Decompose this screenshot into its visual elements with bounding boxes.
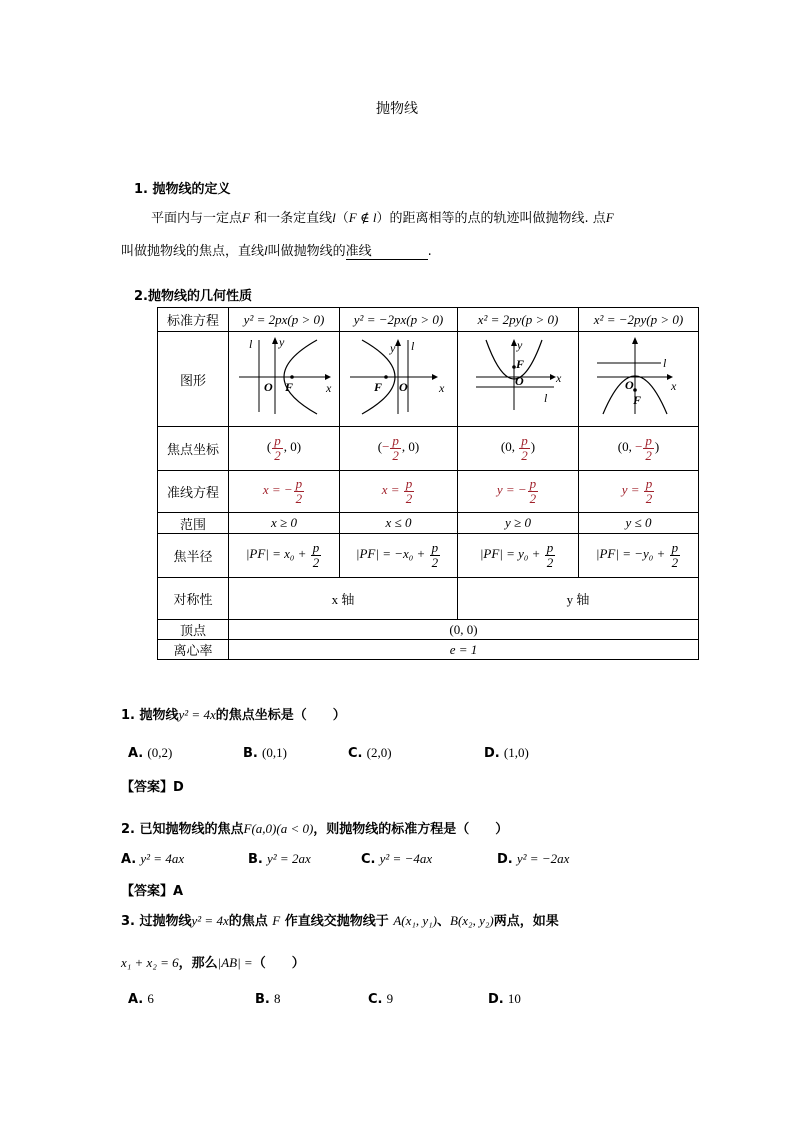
option-label: D.: [488, 992, 504, 1007]
symmetry-cell: x 轴: [229, 578, 458, 620]
option-label: C.: [368, 992, 383, 1007]
equation-cell: x² = 2py(p > 0): [458, 308, 579, 332]
math-sign: −: [382, 439, 390, 455]
q3-option-c[interactable]: [368, 991, 393, 1007]
equation-cell: y² = 2px(p > 0): [229, 308, 340, 332]
option-value: y² = 4ax: [140, 851, 185, 866]
denominator: 2: [521, 448, 528, 463]
graph-cell: [229, 332, 340, 427]
def-text: 叫做抛物线的焦点，直线: [121, 244, 265, 259]
q1-option-b[interactable]: [243, 745, 287, 761]
stem-math: A(x₁, y₁): [393, 913, 437, 928]
question-3-stem-line-2: [121, 952, 305, 971]
parabola-down-graph: [579, 332, 698, 422]
graph-label: F: [516, 357, 525, 371]
math-text: x = −: [262, 482, 293, 498]
stem-text: 两点，如果: [493, 914, 559, 929]
math-text: y = −: [496, 482, 527, 498]
graph-cell: [579, 332, 699, 427]
math-text: |PF| = −y₀ +: [595, 546, 669, 562]
def-text: 叫做抛物线的: [267, 244, 346, 259]
option-label: B.: [243, 746, 258, 761]
row-label: 焦点坐标: [158, 427, 229, 471]
denominator: 2: [645, 491, 653, 506]
fraction: [430, 541, 441, 569]
math-text: (: [377, 439, 383, 455]
graph-label: x: [671, 379, 677, 393]
denominator: 2: [431, 555, 439, 570]
option-label: A.: [128, 992, 144, 1007]
q2-answer: [121, 880, 183, 899]
q2-option-c[interactable]: [361, 851, 432, 867]
numerator: p: [546, 540, 554, 556]
focus-cell: [340, 427, 458, 471]
math-sign: −: [635, 439, 643, 455]
numerator: p: [392, 433, 399, 449]
option-value: y² = 2ax: [267, 851, 311, 866]
row-label: 离心率: [158, 640, 229, 660]
table-row: [158, 471, 699, 513]
math-text: x =: [381, 482, 403, 498]
graph-label: l: [663, 356, 667, 370]
q2-option-a[interactable]: [121, 851, 184, 867]
def-l: l: [264, 243, 268, 258]
directrix-cell: [340, 471, 458, 513]
denominator: 2: [405, 491, 413, 506]
focus-cell: [458, 427, 579, 471]
option-value: y² = −4ax: [379, 851, 433, 866]
fraction: [519, 434, 530, 462]
def-F: F: [242, 210, 250, 225]
focal-radius-cell: [458, 534, 579, 578]
graph-label: y: [517, 338, 523, 352]
option-value: (0,1): [262, 745, 287, 760]
table-row: [158, 427, 699, 471]
y-axis-arrow: [395, 339, 401, 346]
parabola-right-graph: [229, 332, 339, 422]
denominator: 2: [274, 448, 281, 463]
option-label: D.: [484, 746, 500, 761]
numerator: p: [431, 540, 439, 556]
denominator: 2: [671, 555, 679, 570]
table-row: [158, 513, 699, 534]
option-label: A.: [121, 852, 137, 867]
q2-option-d[interactable]: [497, 851, 569, 867]
fraction: [670, 541, 681, 569]
stem-text: ，则抛物线的标准方程是（ ）: [313, 822, 509, 837]
numerator: p: [295, 476, 303, 492]
focal-radius-cell: [579, 534, 699, 578]
graph-cell: [458, 332, 579, 427]
option-value: y² = −2ax: [516, 851, 570, 866]
equation-cell: x² = −2py(p > 0): [579, 308, 699, 332]
equation-cell: y² = −2px(p > 0): [340, 308, 458, 332]
math-text: |PF| = −x₀ +: [355, 546, 429, 562]
graph-label: F: [285, 380, 294, 394]
q1-option-a[interactable]: [128, 745, 172, 761]
question-3-stem: [121, 910, 559, 929]
focus-point: [290, 375, 294, 379]
stem-text: 、: [437, 914, 451, 929]
focus-cell: [229, 427, 340, 471]
parabola-up-graph: [458, 332, 578, 422]
numerator: p: [521, 433, 528, 449]
table-row: [158, 578, 699, 620]
graph-label: l: [544, 391, 548, 405]
stem-text: 的焦点坐标是（ ）: [215, 708, 346, 723]
fill-blank: [346, 240, 428, 260]
numerator: p: [645, 476, 653, 492]
x-axis-arrow: [432, 374, 438, 380]
fraction: [272, 434, 283, 462]
answer-value: D: [173, 780, 184, 795]
numerator: p: [529, 476, 537, 492]
question-1-stem: [121, 704, 346, 723]
definition-line-2: [121, 240, 432, 260]
properties-table: [157, 307, 699, 660]
stem-math: B(x₂, y₂): [450, 913, 494, 928]
option-value: 9: [386, 991, 394, 1006]
answer-tag: 【答案】: [121, 884, 174, 899]
def-text: （: [335, 211, 349, 226]
stem-text: （ ）: [252, 956, 305, 971]
parabola-left-graph: [340, 332, 457, 422]
focus-cell: [579, 427, 699, 471]
table-row: [158, 640, 699, 660]
math-text: (0,: [500, 439, 519, 455]
graph-label: l: [411, 339, 415, 353]
row-label: 焦半径: [158, 534, 229, 578]
option-value: 10: [507, 991, 521, 1006]
option-value: (0,2): [147, 745, 173, 760]
x-axis-arrow: [325, 374, 331, 380]
range-cell: y ≤ 0: [579, 513, 699, 534]
denominator: 2: [312, 555, 320, 570]
fraction: [644, 477, 655, 505]
page-title: 抛物线: [376, 101, 418, 117]
stem-math: y² = 4x: [191, 913, 229, 928]
fraction: [545, 541, 556, 569]
denominator: 2: [529, 491, 537, 506]
math-text: ): [654, 439, 660, 455]
graph-label: O: [264, 380, 273, 394]
stem-text: 2. 已知抛物线的焦点: [121, 822, 244, 837]
math-text: , 0): [283, 439, 302, 455]
range-cell: x ≥ 0: [229, 513, 340, 534]
numerator: p: [671, 540, 679, 556]
q1-answer: [121, 776, 184, 795]
graph-cell: [340, 332, 458, 427]
math-text: ): [530, 439, 536, 455]
blank-answer: 准线: [345, 244, 372, 259]
graph-label: x: [439, 381, 445, 395]
math-text: y =: [621, 482, 643, 498]
stem-text: 3. 过抛物线: [121, 914, 192, 929]
denominator: 2: [392, 448, 399, 463]
fraction: [404, 477, 415, 505]
stem-text: 的焦点: [228, 914, 268, 929]
focus-point: [384, 375, 388, 379]
q3-option-d[interactable]: [488, 991, 521, 1007]
table-row: [158, 332, 699, 427]
numerator: p: [312, 540, 320, 556]
def-l: l: [332, 210, 336, 225]
graph-label: O: [399, 380, 408, 394]
eccentricity-cell: e = 1: [229, 640, 699, 660]
q1-option-d[interactable]: [484, 745, 529, 761]
def-text: 和一条定直线: [249, 211, 333, 226]
graph-label: l: [249, 337, 253, 351]
denominator: 2: [546, 555, 554, 570]
definition-line-1: [151, 207, 614, 226]
math-text: |PF| = y₀ +: [479, 546, 544, 562]
range-cell: y ≥ 0: [458, 513, 579, 534]
def-text: 平面内与一定点: [151, 211, 243, 226]
option-value: (1,0): [503, 745, 529, 760]
denominator: 2: [645, 448, 652, 463]
graph-label: F: [633, 393, 642, 407]
directrix-cell: [229, 471, 340, 513]
y-axis-arrow: [632, 337, 638, 344]
math-text: (0,: [617, 439, 636, 455]
def-text: .: [427, 244, 432, 259]
option-label: B.: [248, 852, 263, 867]
directrix-cell: [579, 471, 699, 513]
def-text: ）的距离相等的点的轨迹叫做抛物线. 点: [376, 211, 606, 226]
focus-point: [633, 388, 637, 392]
fraction: [528, 477, 539, 505]
stem-math: |AB| =: [217, 955, 253, 970]
stem-math: F: [272, 913, 281, 928]
q1-option-c[interactable]: [348, 745, 392, 761]
option-value: 6: [147, 991, 154, 1006]
def-notin: F ∉ l: [348, 210, 377, 225]
graph-label: O: [515, 374, 524, 388]
option-label: C.: [361, 852, 376, 867]
q2-option-b[interactable]: [248, 851, 311, 867]
answer-value: A: [173, 884, 184, 899]
graph-label: F: [374, 380, 383, 394]
graph-label: y: [279, 335, 285, 349]
table-row: [158, 620, 699, 640]
row-label: 范围: [158, 513, 229, 534]
stem-math: x₁ + x₂ = 6: [121, 955, 179, 970]
table-row: [158, 308, 699, 332]
focal-radius-cell: [229, 534, 340, 578]
option-label: B.: [255, 992, 270, 1007]
math-text: (: [266, 439, 272, 455]
option-value: 8: [274, 991, 281, 1006]
symmetry-cell: y 轴: [458, 578, 699, 620]
focal-radius-cell: [340, 534, 458, 578]
vertex-cell: (0, 0): [229, 620, 699, 640]
stem-math: y² = 4x: [178, 707, 216, 722]
numerator: p: [645, 433, 652, 449]
denominator: 2: [295, 491, 303, 506]
row-label: 顶点: [158, 620, 229, 640]
fraction: [390, 434, 401, 462]
stem-text: 作直线交抛物线于: [284, 914, 389, 929]
table-row: [158, 534, 699, 578]
stem-text: 1. 抛物线: [121, 708, 179, 723]
row-label: 对称性: [158, 578, 229, 620]
stem-math: F(a,0)(a < 0): [243, 821, 314, 836]
row-label: 准线方程: [158, 471, 229, 513]
graph-label: y: [390, 341, 396, 355]
fraction: [311, 541, 322, 569]
option-label: A.: [128, 746, 144, 761]
directrix-cell: [458, 471, 579, 513]
option-value: (2,0): [366, 745, 392, 760]
fraction: [643, 434, 654, 462]
stem-text: ，那么: [178, 956, 218, 971]
graph-label: O: [625, 378, 634, 392]
numerator: p: [274, 433, 281, 449]
option-label: C.: [348, 746, 363, 761]
row-label: 标准方程: [158, 308, 229, 332]
section1-heading: 1. 抛物线的定义: [134, 182, 231, 197]
section2-heading: 2.抛物线的几何性质: [134, 289, 252, 304]
question-2-stem: [121, 818, 508, 837]
answer-tag: 【答案】: [121, 780, 174, 795]
math-text: , 0): [401, 439, 420, 455]
q3-option-b[interactable]: [255, 991, 281, 1007]
q3-option-a[interactable]: [128, 991, 154, 1007]
range-cell: x ≤ 0: [340, 513, 458, 534]
y-axis-arrow: [272, 337, 278, 344]
option-label: D.: [497, 852, 513, 867]
fraction: [294, 477, 305, 505]
graph-label: x: [556, 371, 562, 385]
math-text: |PF| = x₀ +: [245, 546, 310, 562]
row-label: 图形: [158, 332, 229, 427]
numerator: p: [405, 476, 413, 492]
def-F: F: [605, 210, 614, 225]
graph-label: x: [326, 381, 332, 395]
